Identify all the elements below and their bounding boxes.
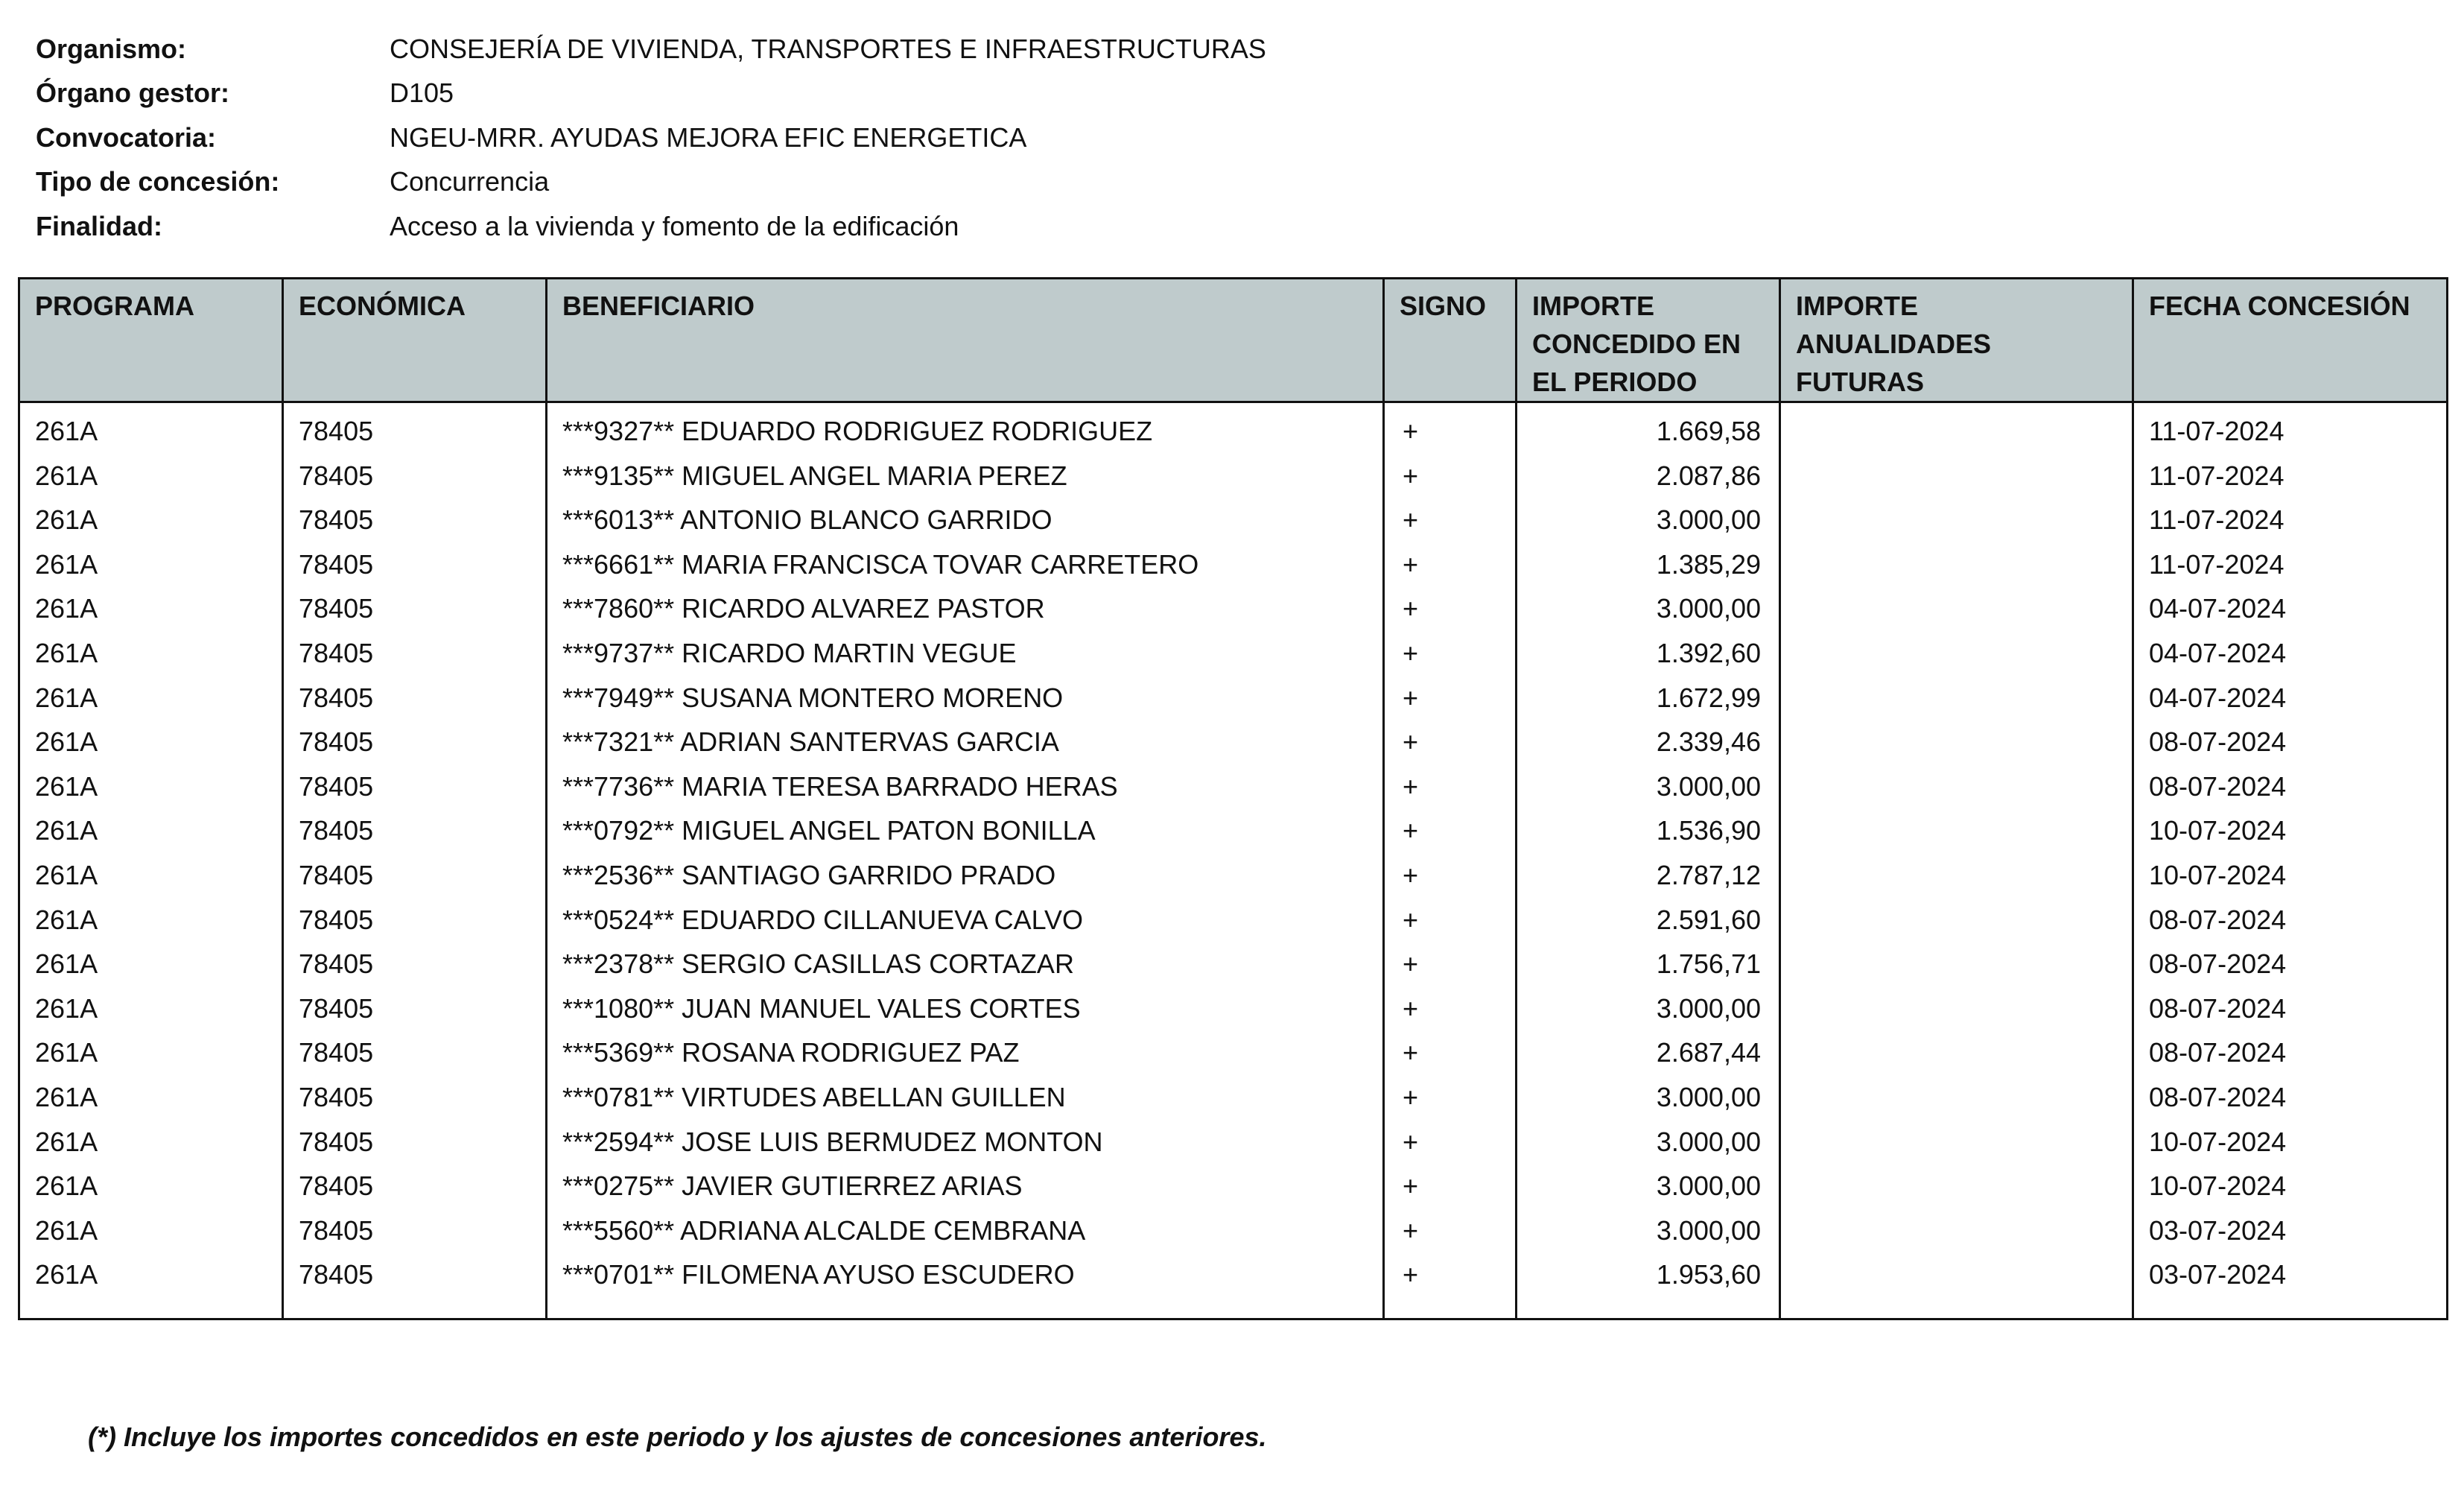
cell-economica: 78405 xyxy=(283,1075,547,1120)
header-importe-line1: IMPORTE xyxy=(1532,291,1655,321)
cell-beneficiario: ***0701** FILOMENA AYUSO ESCUDERO xyxy=(547,1252,1384,1297)
cell-programa: 261A xyxy=(19,542,283,587)
cell-fecha: 08-07-2024 xyxy=(2133,898,2448,942)
filler-cell xyxy=(1517,1297,1780,1319)
cell-signo: + xyxy=(1384,1164,1517,1208)
footnote: (*) Incluye los importes concedidos en este periodo y los ajustes de concesiones anteriores. xyxy=(88,1422,1267,1452)
cell-signo: + xyxy=(1384,1208,1517,1253)
filler-cell xyxy=(283,1297,547,1319)
cell-fecha: 11-07-2024 xyxy=(2133,498,2448,542)
cell-economica: 78405 xyxy=(283,498,547,542)
cell-beneficiario: ***7860** RICARDO ALVAREZ PASTOR xyxy=(547,586,1384,631)
cell-signo: + xyxy=(1384,586,1517,631)
cell-importe: 3.000,00 xyxy=(1517,498,1780,542)
cell-beneficiario: ***2594** JOSE LUIS BERMUDEZ MONTON xyxy=(547,1120,1384,1165)
cell-beneficiario: ***2536** SANTIAGO GARRIDO PRADO xyxy=(547,853,1384,898)
cell-futuras xyxy=(1780,631,2133,676)
organo-value: D105 xyxy=(390,77,454,109)
info-row-organo xyxy=(36,72,1451,116)
cell-futuras xyxy=(1780,454,2133,498)
header-economica: ECONÓMICA xyxy=(283,279,547,402)
header-futuras-line2: ANUALIDADES xyxy=(1796,329,1992,359)
cell-economica: 78405 xyxy=(283,898,547,942)
cell-economica: 78405 xyxy=(283,402,547,454)
cell-programa: 261A xyxy=(19,1208,283,1253)
cell-importe: 3.000,00 xyxy=(1517,586,1780,631)
cell-programa: 261A xyxy=(19,402,283,454)
cell-programa: 261A xyxy=(19,1120,283,1165)
cell-beneficiario: ***7949** SUSANA MONTERO MORENO xyxy=(547,676,1384,720)
cell-importe: 2.087,86 xyxy=(1517,454,1780,498)
cell-beneficiario: ***9737** RICARDO MARTIN VEGUE xyxy=(547,631,1384,676)
cell-importe: 3.000,00 xyxy=(1517,1120,1780,1165)
table-row xyxy=(19,1075,2448,1120)
cell-importe: 1.392,60 xyxy=(1517,631,1780,676)
cell-signo: + xyxy=(1384,1252,1517,1297)
cell-futuras xyxy=(1780,1164,2133,1208)
cell-economica: 78405 xyxy=(283,764,547,809)
cell-economica: 78405 xyxy=(283,1164,547,1208)
filler-cell xyxy=(19,1297,283,1319)
cell-beneficiario: ***1080** JUAN MANUEL VALES CORTES xyxy=(547,986,1384,1031)
table-header-row xyxy=(19,279,2448,402)
cell-importe: 1.953,60 xyxy=(1517,1252,1780,1297)
cell-fecha: 04-07-2024 xyxy=(2133,586,2448,631)
cell-futuras xyxy=(1780,1120,2133,1165)
cell-futuras xyxy=(1780,1208,2133,1253)
cell-signo: + xyxy=(1384,1075,1517,1120)
cell-futuras xyxy=(1780,898,2133,942)
table-row xyxy=(19,942,2448,986)
cell-programa: 261A xyxy=(19,1164,283,1208)
cell-futuras xyxy=(1780,498,2133,542)
cell-programa: 261A xyxy=(19,631,283,676)
cell-beneficiario: ***7736** MARIA TERESA BARRADO HERAS xyxy=(547,764,1384,809)
cell-beneficiario: ***0781** VIRTUDES ABELLAN GUILLEN xyxy=(547,1075,1384,1120)
cell-programa: 261A xyxy=(19,764,283,809)
cell-programa: 261A xyxy=(19,853,283,898)
table-row xyxy=(19,898,2448,942)
cell-economica: 78405 xyxy=(283,986,547,1031)
cell-fecha: 10-07-2024 xyxy=(2133,1120,2448,1165)
table-row xyxy=(19,720,2448,764)
cell-futuras xyxy=(1780,986,2133,1031)
cell-programa: 261A xyxy=(19,1075,283,1120)
header-signo: SIGNO xyxy=(1384,279,1517,402)
cell-fecha: 10-07-2024 xyxy=(2133,853,2448,898)
cell-importe: 2.687,44 xyxy=(1517,1030,1780,1075)
header-futuras-line1: IMPORTE xyxy=(1796,291,1919,321)
cell-fecha: 03-07-2024 xyxy=(2133,1208,2448,1253)
cell-economica: 78405 xyxy=(283,1120,547,1165)
cell-signo: + xyxy=(1384,631,1517,676)
table-row xyxy=(19,498,2448,542)
cell-fecha: 08-07-2024 xyxy=(2133,942,2448,986)
cell-fecha: 10-07-2024 xyxy=(2133,808,2448,853)
cell-programa: 261A xyxy=(19,676,283,720)
cell-fecha: 08-07-2024 xyxy=(2133,986,2448,1031)
header-futuras xyxy=(1780,279,2133,402)
table-row xyxy=(19,1030,2448,1075)
info-row-convocatoria xyxy=(36,115,1451,160)
cell-importe: 3.000,00 xyxy=(1517,1075,1780,1120)
cell-beneficiario: ***9135** MIGUEL ANGEL MARIA PEREZ xyxy=(547,454,1384,498)
cell-programa: 261A xyxy=(19,454,283,498)
cell-importe: 2.339,46 xyxy=(1517,720,1780,764)
cell-fecha: 03-07-2024 xyxy=(2133,1252,2448,1297)
cell-economica: 78405 xyxy=(283,853,547,898)
header-futuras-line3: FUTURAS xyxy=(1796,367,1924,397)
cell-importe: 1.385,29 xyxy=(1517,542,1780,587)
cell-signo: + xyxy=(1384,808,1517,853)
cell-signo: + xyxy=(1384,498,1517,542)
cell-futuras xyxy=(1780,1030,2133,1075)
cell-futuras xyxy=(1780,764,2133,809)
cell-signo: + xyxy=(1384,764,1517,809)
header-beneficiario: BENEFICIARIO xyxy=(547,279,1384,402)
cell-futuras xyxy=(1780,542,2133,587)
grants-table xyxy=(18,277,2448,1320)
cell-economica: 78405 xyxy=(283,720,547,764)
cell-beneficiario: ***2378** SERGIO CASILLAS CORTAZAR xyxy=(547,942,1384,986)
info-row-finalidad xyxy=(36,204,1451,249)
cell-signo: + xyxy=(1384,942,1517,986)
table-row xyxy=(19,853,2448,898)
cell-importe: 3.000,00 xyxy=(1517,764,1780,809)
finalidad-label: Finalidad: xyxy=(36,210,162,241)
cell-futuras xyxy=(1780,853,2133,898)
cell-economica: 78405 xyxy=(283,942,547,986)
cell-importe: 1.669,58 xyxy=(1517,402,1780,454)
cell-fecha: 08-07-2024 xyxy=(2133,1030,2448,1075)
cell-economica: 78405 xyxy=(283,542,547,587)
table-row xyxy=(19,676,2448,720)
cell-beneficiario: ***7321** ADRIAN SANTERVAS GARCIA xyxy=(547,720,1384,764)
cell-economica: 78405 xyxy=(283,586,547,631)
cell-beneficiario: ***6661** MARIA FRANCISCA TOVAR CARRETERO xyxy=(547,542,1384,587)
table-row xyxy=(19,764,2448,809)
cell-signo: + xyxy=(1384,402,1517,454)
filler-cell xyxy=(2133,1297,2448,1319)
cell-programa: 261A xyxy=(19,1252,283,1297)
finalidad-value: Acceso a la vivienda y fomento de la edificación xyxy=(390,210,959,241)
cell-economica: 78405 xyxy=(283,676,547,720)
cell-programa: 261A xyxy=(19,986,283,1031)
table-row xyxy=(19,454,2448,498)
cell-fecha: 11-07-2024 xyxy=(2133,402,2448,454)
grant-info-block xyxy=(36,27,1451,249)
cell-importe: 1.536,90 xyxy=(1517,808,1780,853)
cell-programa: 261A xyxy=(19,498,283,542)
cell-fecha: 04-07-2024 xyxy=(2133,676,2448,720)
cell-importe: 3.000,00 xyxy=(1517,1208,1780,1253)
tipo-value: Concurrencia xyxy=(390,166,550,197)
convocatoria-label: Convocatoria: xyxy=(36,121,217,153)
cell-economica: 78405 xyxy=(283,1252,547,1297)
info-row-organismo xyxy=(36,27,1451,72)
cell-futuras xyxy=(1780,942,2133,986)
cell-signo: + xyxy=(1384,1030,1517,1075)
cell-beneficiario: ***9327** EDUARDO RODRIGUEZ RODRIGUEZ xyxy=(547,402,1384,454)
cell-signo: + xyxy=(1384,720,1517,764)
table-row xyxy=(19,402,2448,454)
table-row xyxy=(19,1164,2448,1208)
table-row xyxy=(19,808,2448,853)
cell-beneficiario: ***5369** ROSANA RODRIGUEZ PAZ xyxy=(547,1030,1384,1075)
cell-importe: 2.591,60 xyxy=(1517,898,1780,942)
cell-beneficiario: ***6013** ANTONIO BLANCO GARRIDO xyxy=(547,498,1384,542)
cell-fecha: 11-07-2024 xyxy=(2133,542,2448,587)
cell-signo: + xyxy=(1384,898,1517,942)
cell-futuras xyxy=(1780,720,2133,764)
cell-importe: 2.787,12 xyxy=(1517,853,1780,898)
cell-programa: 261A xyxy=(19,720,283,764)
filler-cell xyxy=(1780,1297,2133,1319)
cell-futuras xyxy=(1780,1252,2133,1297)
cell-futuras xyxy=(1780,586,2133,631)
cell-economica: 78405 xyxy=(283,631,547,676)
table-row xyxy=(19,1208,2448,1253)
cell-economica: 78405 xyxy=(283,1030,547,1075)
header-programa: PROGRAMA xyxy=(19,279,283,402)
header-importe-line2: CONCEDIDO EN xyxy=(1532,329,1741,359)
header-importe xyxy=(1517,279,1780,402)
cell-fecha: 04-07-2024 xyxy=(2133,631,2448,676)
cell-fecha: 08-07-2024 xyxy=(2133,1075,2448,1120)
cell-beneficiario: ***5560** ADRIANA ALCALDE CEMBRANA xyxy=(547,1208,1384,1253)
tipo-label: Tipo de concesión: xyxy=(36,166,280,197)
cell-programa: 261A xyxy=(19,586,283,631)
cell-futuras xyxy=(1780,808,2133,853)
cell-programa: 261A xyxy=(19,808,283,853)
organismo-label: Organismo: xyxy=(36,33,187,64)
cell-signo: + xyxy=(1384,454,1517,498)
cell-futuras xyxy=(1780,1075,2133,1120)
table-row xyxy=(19,631,2448,676)
table-row xyxy=(19,986,2448,1031)
cell-beneficiario: ***0792** MIGUEL ANGEL PATON BONILLA xyxy=(547,808,1384,853)
cell-fecha: 08-07-2024 xyxy=(2133,764,2448,809)
cell-fecha: 08-07-2024 xyxy=(2133,720,2448,764)
table-row xyxy=(19,1120,2448,1165)
cell-importe: 3.000,00 xyxy=(1517,986,1780,1031)
cell-importe: 3.000,00 xyxy=(1517,1164,1780,1208)
table-row xyxy=(19,586,2448,631)
cell-economica: 78405 xyxy=(283,454,547,498)
table-filler-row xyxy=(19,1297,2448,1319)
cell-importe: 1.756,71 xyxy=(1517,942,1780,986)
cell-signo: + xyxy=(1384,1120,1517,1165)
cell-programa: 261A xyxy=(19,942,283,986)
cell-beneficiario: ***0524** EDUARDO CILLANUEVA CALVO xyxy=(547,898,1384,942)
cell-signo: + xyxy=(1384,676,1517,720)
header-fecha: FECHA CONCESIÓN xyxy=(2133,279,2448,402)
organismo-value: CONSEJERÍA DE VIVIENDA, TRANSPORTES E INFRAESTRUCTURAS xyxy=(390,33,1266,64)
header-importe-line3: EL PERIODO xyxy=(1532,367,1698,397)
organo-label: Órgano gestor: xyxy=(36,77,230,109)
cell-importe: 1.672,99 xyxy=(1517,676,1780,720)
cell-futuras xyxy=(1780,676,2133,720)
table-row xyxy=(19,542,2448,587)
table-row xyxy=(19,1252,2448,1297)
cell-signo: + xyxy=(1384,853,1517,898)
table-body xyxy=(19,402,2448,1319)
filler-cell xyxy=(547,1297,1384,1319)
cell-programa: 261A xyxy=(19,898,283,942)
info-row-tipo xyxy=(36,160,1451,205)
cell-signo: + xyxy=(1384,542,1517,587)
cell-economica: 78405 xyxy=(283,1208,547,1253)
cell-futuras xyxy=(1780,402,2133,454)
cell-beneficiario: ***0275** JAVIER GUTIERREZ ARIAS xyxy=(547,1164,1384,1208)
cell-economica: 78405 xyxy=(283,808,547,853)
cell-signo: + xyxy=(1384,986,1517,1031)
cell-fecha: 10-07-2024 xyxy=(2133,1164,2448,1208)
convocatoria-value: NGEU-MRR. AYUDAS MEJORA EFIC ENERGETICA xyxy=(390,121,1027,153)
cell-programa: 261A xyxy=(19,1030,283,1075)
filler-cell xyxy=(1384,1297,1517,1319)
cell-fecha: 11-07-2024 xyxy=(2133,454,2448,498)
